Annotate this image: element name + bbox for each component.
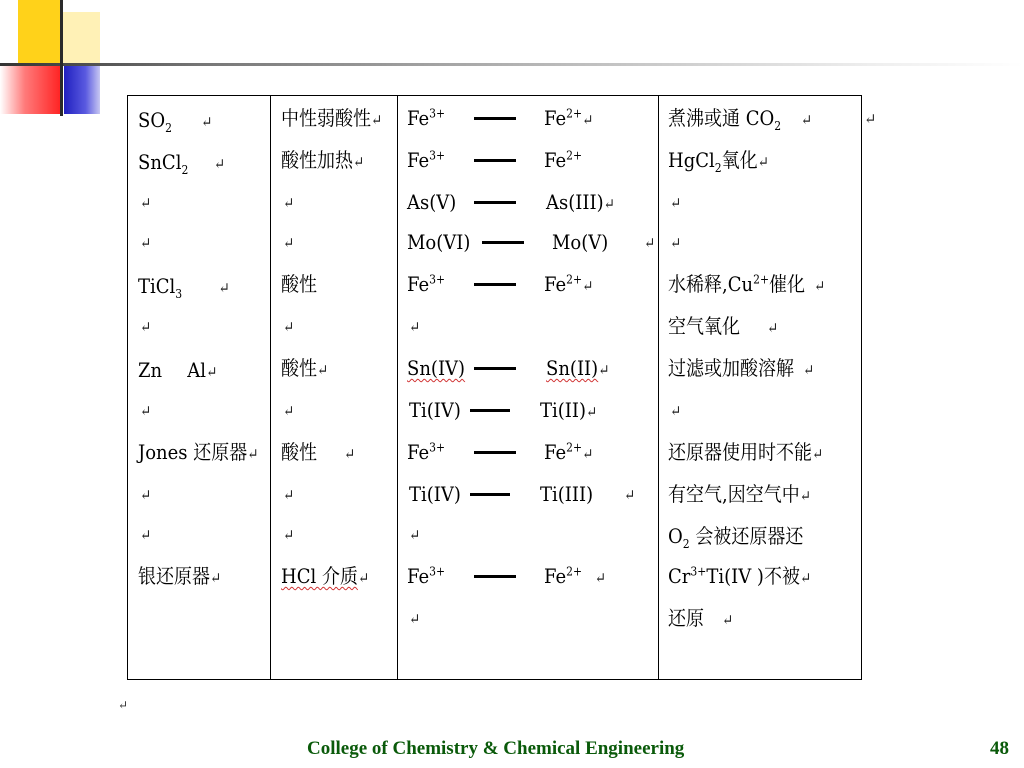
note-air-present: 有空气,因空气中↵ xyxy=(668,482,812,506)
reductant-jones: Jones 还原器↵ xyxy=(138,440,259,464)
note-boil-co2: 煮沸或通 $CO_2$ ↵ xyxy=(668,106,813,133)
reductant-silver: 银还原器↵ xyxy=(138,564,222,588)
empty-line-mark: ↵ xyxy=(409,610,421,628)
note-o2-reduced: $O_2$ 会被还原器还 xyxy=(668,524,804,551)
reaction-right: Sn(II)↵ xyxy=(546,356,610,380)
reaction-dash xyxy=(474,575,516,578)
decor-yellow-square xyxy=(18,0,62,64)
reaction-right: $Fe^{2+}$ ↵ xyxy=(544,564,607,588)
condition-weak-acid: 中性弱酸性↵ xyxy=(281,106,383,130)
empty-line-mark: ↵ xyxy=(670,234,682,252)
reductant-so2: $SO_2$ ↵ xyxy=(138,108,213,135)
reaction-left: As(V) xyxy=(407,190,457,214)
reaction-right: $Fe^{2+}↵$ xyxy=(544,106,594,130)
reaction-dash xyxy=(474,159,516,162)
empty-line-mark: ↵ xyxy=(409,526,421,544)
reaction-dash xyxy=(474,367,516,370)
reaction-right: $Fe^{2+}↵$ xyxy=(544,272,594,296)
reductant-table xyxy=(127,95,862,680)
note-dilute-cu-catalyst: 水稀释$,Cu^{2+}$催化 ↵ xyxy=(668,272,826,296)
note-hgcl2-oxidize: HgCl$_2$氧化↵ xyxy=(668,148,769,175)
reaction-dash xyxy=(482,241,524,244)
empty-line-mark: ↵ xyxy=(140,234,152,252)
decor-red-square xyxy=(0,66,62,114)
empty-line-mark: ↵ xyxy=(283,194,295,212)
reaction-left: $Fe^{3+}$ xyxy=(407,106,446,130)
condition-acid: 酸性 xyxy=(281,272,317,296)
reductant-ticl3: TiCl$_3$ ↵ xyxy=(138,274,230,301)
reaction-left: Ti(IV) xyxy=(409,398,461,422)
footer-institution: College of Chemistry & Chemical Engineering xyxy=(307,738,685,759)
empty-line-mark: ↵ xyxy=(140,402,152,420)
decor-horizontal-rule xyxy=(0,63,1024,66)
reaction-left: $Fe^{3+}$ xyxy=(407,148,446,172)
empty-line-mark: ↵ xyxy=(283,234,295,252)
empty-line-mark: ↵ xyxy=(283,486,295,504)
reaction-dash xyxy=(470,409,510,412)
decor-blue-square xyxy=(64,66,100,114)
reductant-zn-al: Zn Al↵ xyxy=(138,358,218,382)
page-number: 48 xyxy=(990,738,1009,759)
empty-line-mark: ↵ xyxy=(670,402,682,420)
note-cr-ti-not: $Cr^{3+}Ti(IV$ )不被↵ xyxy=(668,564,812,588)
decor-yellow-glow xyxy=(62,12,100,64)
empty-line-mark: ↵ xyxy=(644,234,656,252)
reaction-right: $Fe^{2+}↵$ xyxy=(544,440,594,464)
reaction-left: Mo(VI) xyxy=(407,230,471,254)
empty-line-mark: ↵ xyxy=(140,486,152,504)
reaction-right: As(III)↵ xyxy=(546,190,615,214)
decor-vertical-rule xyxy=(60,0,63,116)
paragraph-mark: ↵ xyxy=(864,110,877,128)
reaction-left: Ti(IV) xyxy=(409,482,461,506)
condition-hcl: HCl 介质↵ xyxy=(281,564,370,588)
reductant-sncl2: SnCl$_2$ ↵ xyxy=(138,150,226,177)
empty-line-mark: ↵ xyxy=(670,194,682,212)
empty-line-mark: ↵ xyxy=(409,318,421,336)
empty-line-mark: ↵ xyxy=(283,526,295,544)
empty-line-mark: ↵ xyxy=(140,194,152,212)
empty-line-mark: ↵ xyxy=(140,526,152,544)
empty-line-mark: ↵ xyxy=(624,486,636,504)
reaction-dash xyxy=(474,451,516,454)
reaction-dash xyxy=(474,283,516,286)
column-divider xyxy=(270,96,271,679)
reaction-right: Ti(II)↵ xyxy=(540,398,598,422)
note-filter-acid: 过滤或加酸溶解 ↵ xyxy=(668,356,815,380)
reaction-right: Mo(V) xyxy=(552,230,609,254)
reaction-dash xyxy=(474,201,516,204)
empty-line-mark: ↵ xyxy=(283,402,295,420)
condition-acid: 酸性↵ xyxy=(281,356,329,380)
column-divider xyxy=(658,96,659,679)
note-reduce: 还原 ↵ xyxy=(668,606,734,630)
empty-line-mark: ↵ xyxy=(140,318,152,336)
reaction-left: Sn(IV) xyxy=(407,356,466,380)
reaction-right: $Fe^{2+}$ xyxy=(544,148,583,172)
reaction-left: $Fe^{3+}$ xyxy=(407,564,446,588)
note-air-oxidation: 空气氧化 ↵ xyxy=(668,314,779,338)
condition-acid: 酸性 ↵ xyxy=(281,440,356,464)
column-divider xyxy=(397,96,398,679)
condition-acid-heat: 酸性加热↵ xyxy=(281,148,365,172)
reaction-left: $Fe^{3+}$ xyxy=(407,440,446,464)
note-reductor-use: 还原器使用时不能↵ xyxy=(668,440,824,464)
empty-line-mark: ↵ xyxy=(283,318,295,336)
reaction-dash xyxy=(470,493,510,496)
reaction-dash xyxy=(474,117,516,120)
paragraph-mark: ↵ xyxy=(118,698,129,712)
reaction-right: Ti(III) xyxy=(540,482,594,506)
reaction-left: $Fe^{3+}$ xyxy=(407,272,446,296)
